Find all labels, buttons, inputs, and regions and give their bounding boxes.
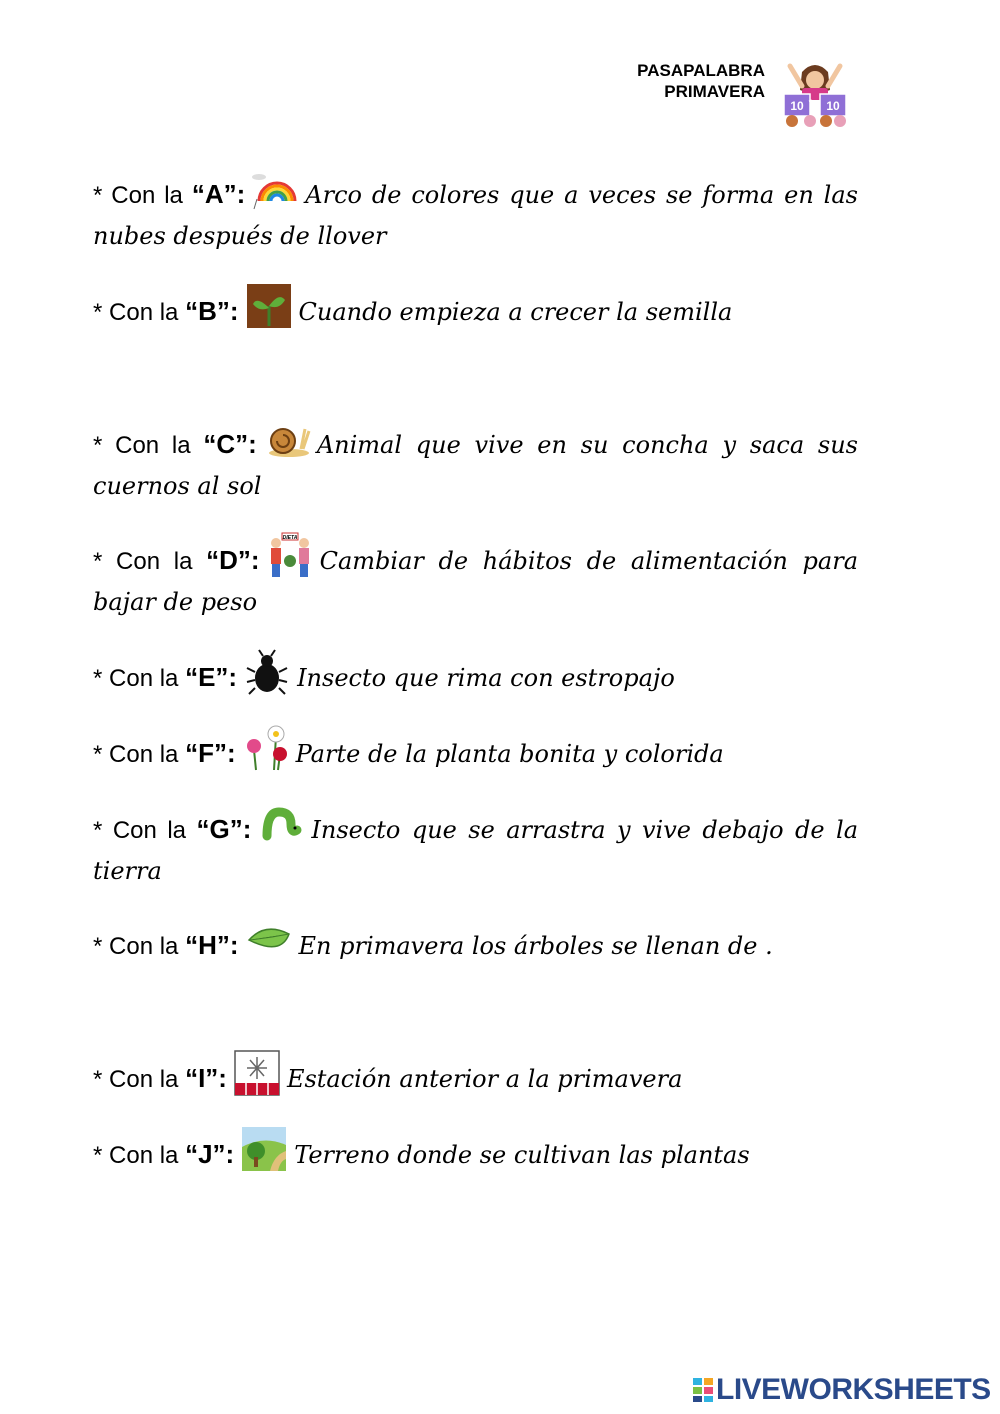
worksheet-title — [560, 60, 765, 102]
title-line-2: PRIMAVERA — [664, 82, 765, 101]
clue-lead: * Con la — [93, 1066, 186, 1093]
clue-lead: * Con la — [93, 933, 186, 960]
clue-lead: * Con la — [93, 665, 186, 692]
brand-text: LIVEWORKSHEETS — [716, 1373, 991, 1406]
clue-lead: * Con la — [93, 817, 197, 844]
clue-letter: “I”: — [185, 1063, 227, 1093]
clue-c — [93, 415, 858, 506]
clue-text: Estación anterior a la primavera — [286, 1065, 683, 1093]
teacher-bitmoji-icon — [780, 60, 850, 128]
clue-e — [93, 648, 858, 699]
clue-text: Arco de colores que a veces se forma en las nubes después de llover — [93, 181, 858, 250]
clue-text: En primavera los árboles se llenan de . — [298, 932, 773, 960]
clue-b — [93, 282, 858, 333]
liveworksheets-brand[interactable] — [692, 1374, 991, 1406]
clue-letter: “H”: — [185, 930, 239, 960]
clue-text: Terreno donde se cultivan las plantas — [294, 1141, 750, 1169]
snail-icon — [263, 415, 311, 463]
rainbow-icon — [251, 165, 299, 213]
clue-letter: “C”: — [203, 429, 257, 459]
clue-text: Cuando empieza a crecer la semilla — [298, 298, 733, 326]
clue-letter: “J”: — [185, 1139, 235, 1169]
sprout-icon — [245, 282, 293, 330]
field-icon — [240, 1125, 288, 1173]
svg-text:10: 10 — [790, 99, 804, 113]
clue-lead: * Con la — [93, 741, 186, 768]
svg-text:10: 10 — [826, 99, 840, 113]
clue-lead: * Con la — [93, 432, 204, 459]
clue-lead: * Con la — [93, 1142, 186, 1169]
clue-text: Cambiar de hábitos de alimentación para bajar de peso — [93, 547, 858, 616]
title-line-1: PASAPALABRA — [637, 61, 765, 80]
clue-f — [93, 724, 858, 775]
clue-letter: “E”: — [185, 662, 238, 692]
clue-text: Insecto que rima con estropajo — [297, 664, 675, 692]
clue-letter: “D”: — [206, 545, 260, 575]
clue-lead: * Con la — [93, 182, 192, 209]
clue-letter: “F”: — [185, 738, 236, 768]
clue-letter: “A”: — [191, 179, 246, 209]
leaf-icon — [245, 916, 293, 964]
clue-g — [93, 800, 858, 891]
clue-j — [93, 1125, 858, 1176]
clue-d — [93, 531, 858, 622]
clue-a — [93, 165, 858, 256]
winter-calendar-icon — [233, 1049, 281, 1097]
clue-letter: “B”: — [185, 296, 239, 326]
clue-text: Parte de la planta bonita y colorida — [295, 740, 724, 768]
diet-label: DIETA — [282, 535, 297, 541]
worm-icon — [257, 800, 305, 848]
clue-h — [93, 916, 858, 967]
clue-text: Insecto que se arrastra y vive debajo de la tierra — [93, 816, 858, 885]
clue-lead: * Con la — [93, 299, 186, 326]
clue-text: Animal que vive en su concha y saca sus cuernos al sol — [93, 431, 858, 500]
diet-icon — [266, 531, 314, 579]
clue-letter: “G”: — [196, 814, 252, 844]
clue-i — [93, 1049, 858, 1100]
clue-lead: * Con la — [93, 548, 207, 575]
liveworksheets-logo-icon — [692, 1377, 714, 1403]
beetle-icon — [243, 648, 291, 696]
flowers-icon — [242, 724, 290, 772]
